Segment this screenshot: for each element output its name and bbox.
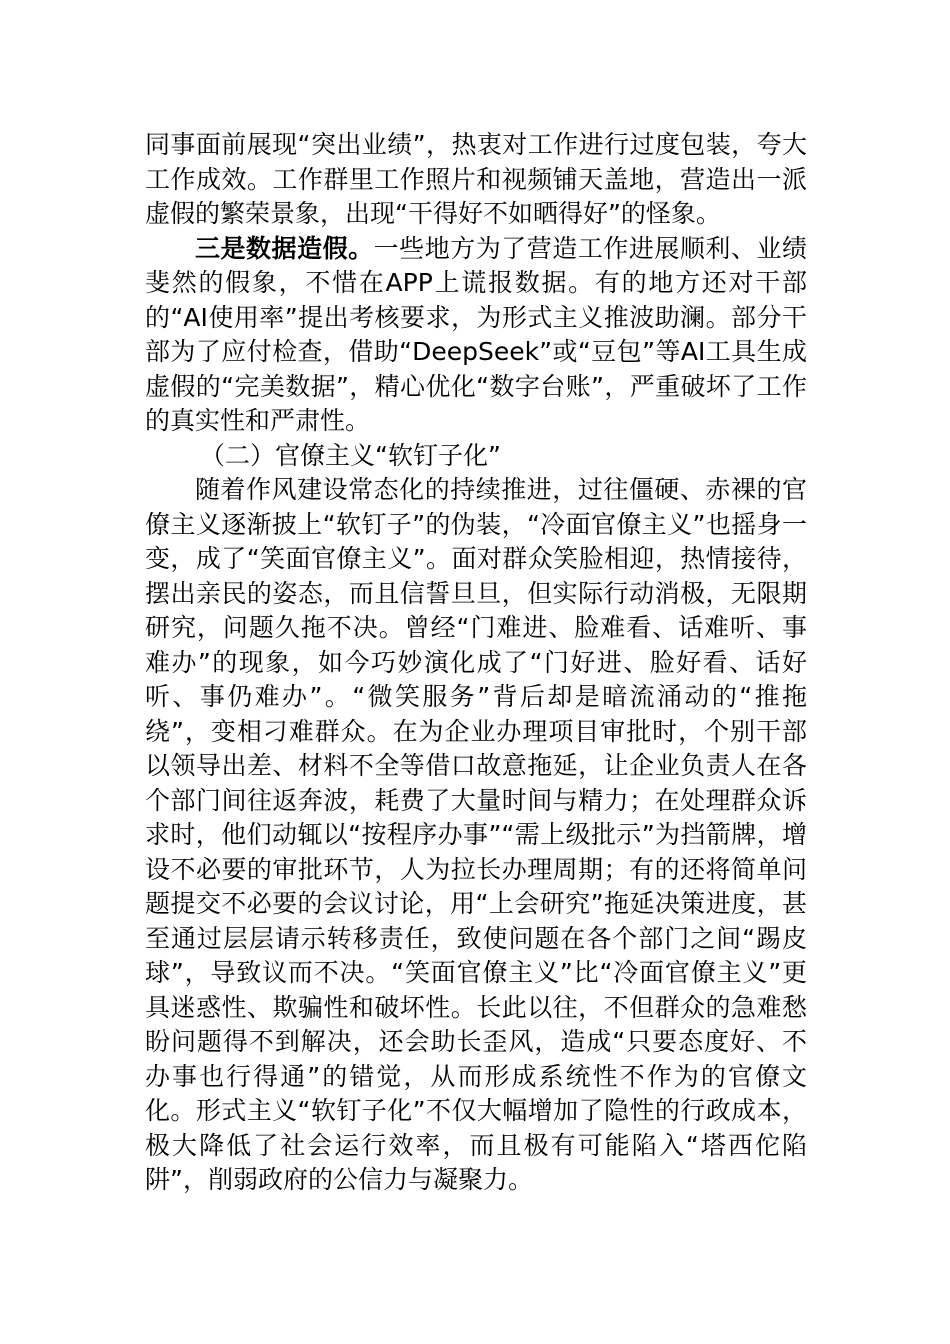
paragraph-body-text: 一些地方为了营造工作进展顺利、业绩斐然的假象，不惜在APP上谎报数据。有的地方还对干部的“AI使用率”提出考核要求，为形式主义推波助澜。部分干部为了应付检查，借助“DeepSeek”或“豆包”等AI工具生成虚假的“完美数据”，精心优化“数字台账”，严重破坏了工作的真实性和严肃性。 (145, 233, 807, 435)
paragraph-continuation: 同事面前展现“突出业绩”，热衷对工作进行过度包装，夸大工作成效。工作群里工作照片和视频铺天盖地，营造出一派虚假的繁荣景象，出现“干得好不如晒得好”的怪象。 (145, 130, 807, 228)
document-page (145, 128, 807, 1198)
paragraph-data-fraud (145, 232, 807, 439)
section-heading: （二）官僚主义“软钉子化” (200, 440, 501, 470)
paragraph-bureaucracy: 随着作风建设常态化的持续推进，过往僵硬、赤裸的官僚主义逐渐披上“软钉子”的伪装，“冷面官僚主义”也摇身一变，成了“笑面官僚主义”。面对群众笑脸相迎，热情接待，摆出亲民的姿态，而且信誓旦旦，但实际行动消极，无限期研究，问题久拖不决。曾经“门难进、脸难看、话难听、事难办”的现象，如今巧妙演化成了“门好进、脸好看、话好听、事仍难办”。“微笑服务”背后却是暗流涌动的“推拖绕”，变相刁难群众。在为企业办理项目审批时，个别干部以领导出差、材料不全等借口故意拖延，让企业负责人在各个部门间往返奔波，耗费了大量时间与精力；在处理群众诉求时，他们动辄以“按程序办事”“需上级批示”为挡箭牌，增设不必要的审批环节，人为拉长办理周期；有的还将简单问题提交不必要的会议讨论，用“上会研究”拖延决策进度，甚至通过层层请示转移责任，致使问题在各个部门之间“踢皮球”，导致议而不决。“笑面官僚主义”比“冷面官僚主义”更具迷惑性、欺骗性和破坏性。长此以往，不但群众的急难愁盼问题得不到解决，还会助长歪风，造成“只要态度好、不办事也行得通”的错觉，从而形成系统性不作为的官僚文化。形式主义“软钉子化”不仅大幅增加了隐性的行政成本，极大降低了社会运行效率，而且极有可能陷入“塔西佗陷阱”，削弱政府的公信力与凝聚力。 (145, 475, 807, 1194)
paragraph-lead-heading: 三是数据造假。 (195, 233, 374, 263)
